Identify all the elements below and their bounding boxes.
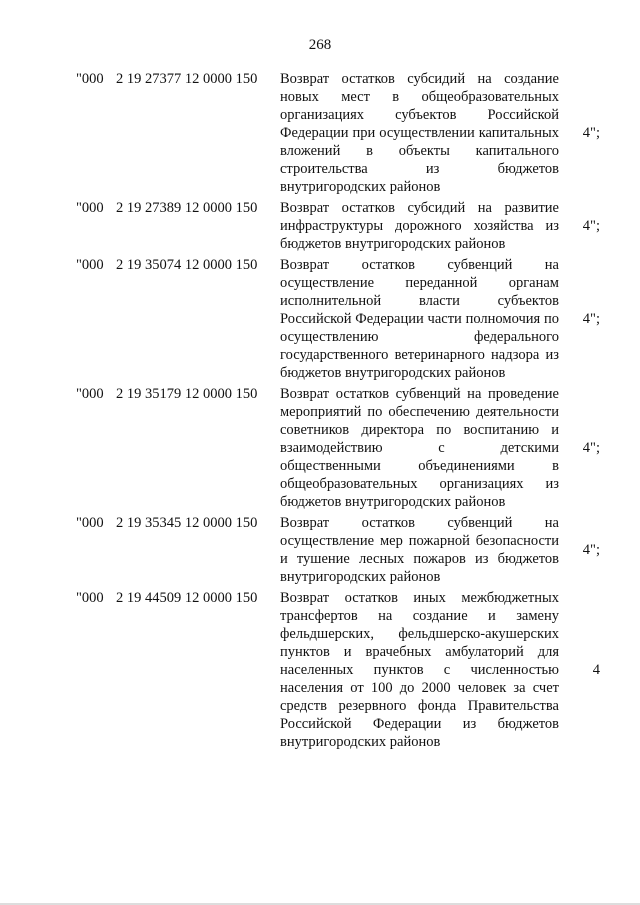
list-item xyxy=(76,70,616,196)
budget-code: 2 19 27389 12 0000 150 xyxy=(116,200,258,216)
row-prefix: "000 xyxy=(76,71,104,87)
row-description: Возврат остатков иных межбюджетных трансфертов на создание и замену фельдшерских, фельдшерско-акушерских пунктов и врачебных амбулаторий для населенных пунктов с численностью населения от 100 до 2000 человек за счет средств резервного фонда Правительства Российской Федерации из бюджетов внутригородских районов xyxy=(280,590,559,750)
classification-list xyxy=(76,70,616,754)
page-number: 268 xyxy=(308,37,332,53)
list-item xyxy=(76,385,616,511)
row-suffix: 4"; xyxy=(582,440,600,456)
row-description: Возврат остатков субсидий на создание новых мест в общеобразовательных организациях субъектов Российской Федерации при осуществлении капитальных вложений в объекты капитального строительства из бюджетов внутригородских районов xyxy=(280,71,559,195)
row-prefix: "000 xyxy=(76,200,104,216)
row-description: Возврат остатков субвенций на осуществление мер пожарной безопасности и тушение лесных пожаров из бюджетов внутригородских районов xyxy=(280,515,559,585)
budget-code: 2 19 35074 12 0000 150 xyxy=(116,257,258,273)
row-description: Возврат остатков субвенций на проведение мероприятий по обеспечению деятельности советников директора по воспитанию и взаимодействию с детскими общественными объединениями в общеобразовательных организациях из бюджетов внутригородских районов xyxy=(280,386,559,510)
budget-code: 2 19 35179 12 0000 150 xyxy=(116,386,258,402)
budget-code: 2 19 27377 12 0000 150 xyxy=(116,71,258,87)
row-suffix: 4"; xyxy=(582,311,600,327)
row-suffix: 4"; xyxy=(582,542,600,558)
list-item xyxy=(76,199,616,253)
row-prefix: "000 xyxy=(76,386,104,402)
row-suffix: 4"; xyxy=(582,125,600,141)
budget-code: 2 19 35345 12 0000 150 xyxy=(116,515,258,531)
row-prefix: "000 xyxy=(76,257,104,273)
row-description: Возврат остатков субвенций на осуществление переданной органам исполнительной власти субъектов Российской Федерации части полномочия по осуществлению федерального государственного ветеринарного надзора из бюджетов внутригородских районов xyxy=(280,257,559,381)
row-suffix: 4 xyxy=(592,662,600,678)
list-item xyxy=(76,256,616,382)
list-item xyxy=(76,514,616,586)
row-suffix: 4"; xyxy=(582,218,600,234)
list-item xyxy=(76,589,616,751)
budget-code: 2 19 44509 12 0000 150 xyxy=(116,590,258,606)
row-prefix: "000 xyxy=(76,515,104,531)
row-description: Возврат остатков субсидий на развитие инфраструктуры дорожного хозяйства из бюджетов внутригородских районов xyxy=(280,200,559,252)
row-prefix: "000 xyxy=(76,590,104,606)
